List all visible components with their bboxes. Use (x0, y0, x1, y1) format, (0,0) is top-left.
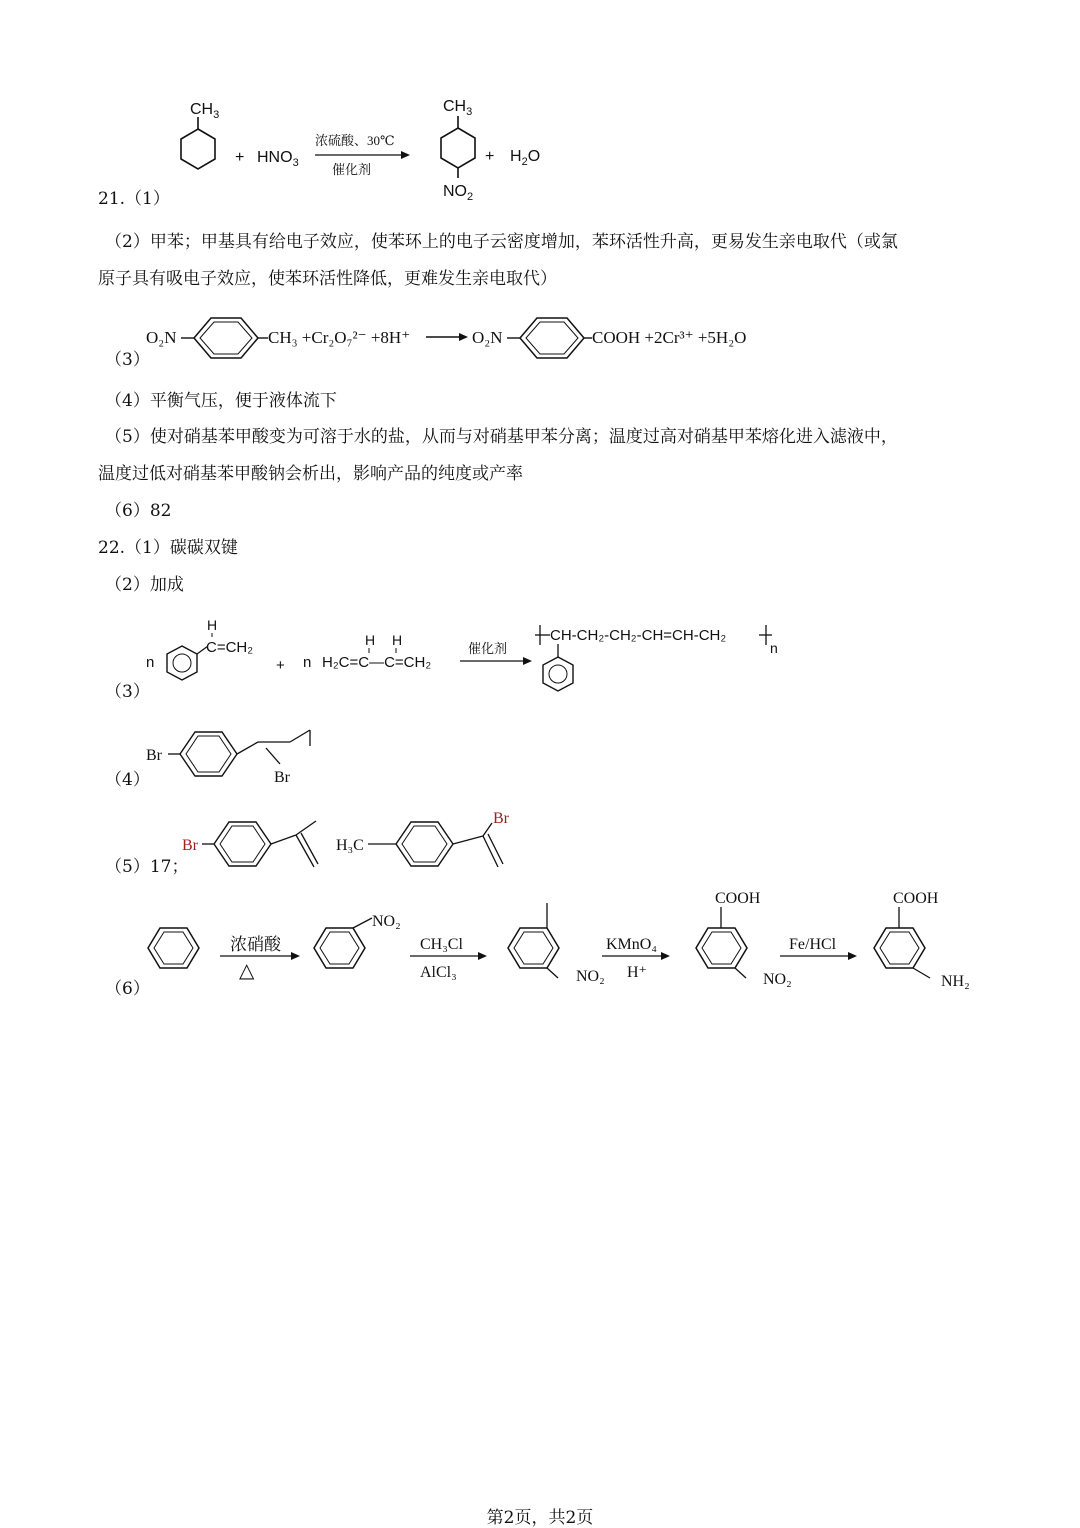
q21-part3-label: （3） (105, 350, 150, 370)
page-footer: 第2页，共2页 (486, 1508, 594, 1528)
svg-text:COOH: COOH (893, 890, 939, 907)
svg-text:催化剂: 催化剂 (332, 162, 372, 177)
q22-part3-label: （3） (105, 682, 150, 702)
q22-part4-label: （4） (105, 770, 150, 790)
svg-text:O₂N: O₂N (146, 328, 177, 347)
nitrobenzene-ring (314, 928, 365, 968)
svg-text:△: △ (239, 960, 255, 982)
q22-part5-label: （5）17； (105, 857, 189, 877)
svg-text:H2O: $H_2O$ (510, 148, 541, 168)
svg-text:NH₂: NH₂ (941, 973, 970, 990)
q22-3-polymerization (140, 615, 790, 700)
q22-6-synthesis-route (140, 878, 990, 1000)
svg-text:H: H (392, 632, 403, 648)
q21-part6: （6）82 (105, 501, 172, 521)
svg-text:NO₂: NO₂ (763, 971, 792, 988)
svg-text:H: H (365, 632, 376, 648)
svg-text:HNO3: $HNO_3$ (257, 149, 299, 169)
svg-text:+: + (276, 657, 285, 674)
q22-4-structure (140, 720, 340, 790)
styrene-ring (167, 646, 197, 680)
svg-text:+: + (235, 149, 245, 166)
svg-text:n: n (146, 654, 155, 671)
aminobenzoic-acid-ring (874, 928, 925, 968)
svg-text:COOH: COOH (715, 890, 761, 907)
benzene-ring (148, 928, 199, 968)
polymer-phenyl-ring (543, 657, 573, 691)
nitrobenzoic-acid-ring (520, 318, 584, 358)
svg-text:CH-CH₂-CH₂-CH=CH-CH₂: CH-CH₂-CH₂-CH=CH-CH₂ (550, 627, 727, 644)
svg-text:浓硫酸、30℃: 浓硫酸、30℃ (315, 133, 395, 148)
nitrotoluene-ring (194, 318, 258, 358)
nitrotoluene-ring (508, 928, 559, 968)
svg-text:NO₂: NO₂ (372, 913, 401, 930)
q22-part6-label: （6） (105, 979, 150, 999)
svg-text:COOH +2Cr³⁺ +5H₂O: COOH +2Cr³⁺ +5H₂O (592, 328, 747, 347)
q21-part1-label: 21.（1） (98, 189, 170, 209)
svg-text:H⁺: H⁺ (627, 964, 647, 981)
svg-text:H₃C: H₃C (336, 837, 364, 854)
q21-3-oxidation-equation (140, 310, 790, 366)
q21-part2-line2: 原子具有吸电子效应，使苯环活性降低，更难发生亲电取代） (98, 269, 557, 289)
svg-text:C=CH₂: C=CH₂ (206, 639, 254, 656)
isomer2-ring (396, 822, 453, 866)
svg-text:AlCl₃: AlCl₃ (420, 964, 457, 981)
p-nitrotoluene-ring (441, 128, 475, 168)
svg-text:+: + (485, 148, 495, 165)
bromophenyl-ring (180, 732, 237, 776)
toluene-ring (181, 129, 215, 169)
q22-5-isomers (178, 803, 538, 875)
svg-text:Br: Br (146, 747, 162, 764)
svg-text:Fe/HCl: Fe/HCl (789, 936, 837, 953)
q21-part5-line1: （5）使对硝基苯甲酸变为可溶于水的盐，从而与对硝基甲苯分离；温度过高对硝基甲苯熔化进入滤液中， (105, 427, 898, 447)
svg-text:Br: Br (274, 769, 290, 786)
svg-text:n: n (303, 654, 312, 671)
svg-text:H₂C=C—C=CH₂: H₂C=C—C=CH₂ (322, 654, 432, 671)
q21-part2-line1: （2）甲苯；甲基具有给电子效应，使苯环上的电子云密度增加，苯环活性升高，更易发生亲电取代（或氯 (105, 232, 898, 252)
q21-part5-line2: 温度过低对硝基苯甲酸钠会析出，影响产品的纯度或产率 (98, 464, 523, 484)
svg-text:KMnO₄: KMnO₄ (606, 936, 657, 953)
nitrobenzoic-acid-ring (696, 928, 747, 968)
svg-text:催化剂: 催化剂 (468, 641, 508, 656)
svg-text:CH3: $CH_3$ (443, 98, 473, 118)
svg-text:Br: Br (182, 837, 198, 854)
q21-1-reaction-scheme (160, 92, 580, 202)
q21-part4: （4）平衡气压，便于液体流下 (105, 391, 337, 411)
svg-text:Br: Br (493, 810, 509, 827)
svg-text:H: H (207, 617, 218, 633)
svg-text:浓硝酸: 浓硝酸 (230, 935, 281, 954)
q22-part1: 22.（1）碳碳双键 (98, 538, 238, 558)
svg-text:CH₃Cl: CH₃Cl (420, 936, 463, 953)
q22-part2: （2）加成 (105, 575, 184, 595)
svg-text:CH₃ +Cr₂O₇²⁻ +8H⁺: CH₃ +Cr₂O₇²⁻ +8H⁺ (268, 328, 411, 347)
svg-text:CH3: $CH_3$ (190, 101, 220, 121)
svg-text:NO2: $NO_2$ (443, 183, 474, 202)
svg-text:n: n (770, 640, 778, 656)
svg-text:O₂N: O₂N (472, 328, 503, 347)
svg-text:NO₂: NO₂ (576, 968, 605, 985)
isomer1-ring (214, 822, 271, 866)
